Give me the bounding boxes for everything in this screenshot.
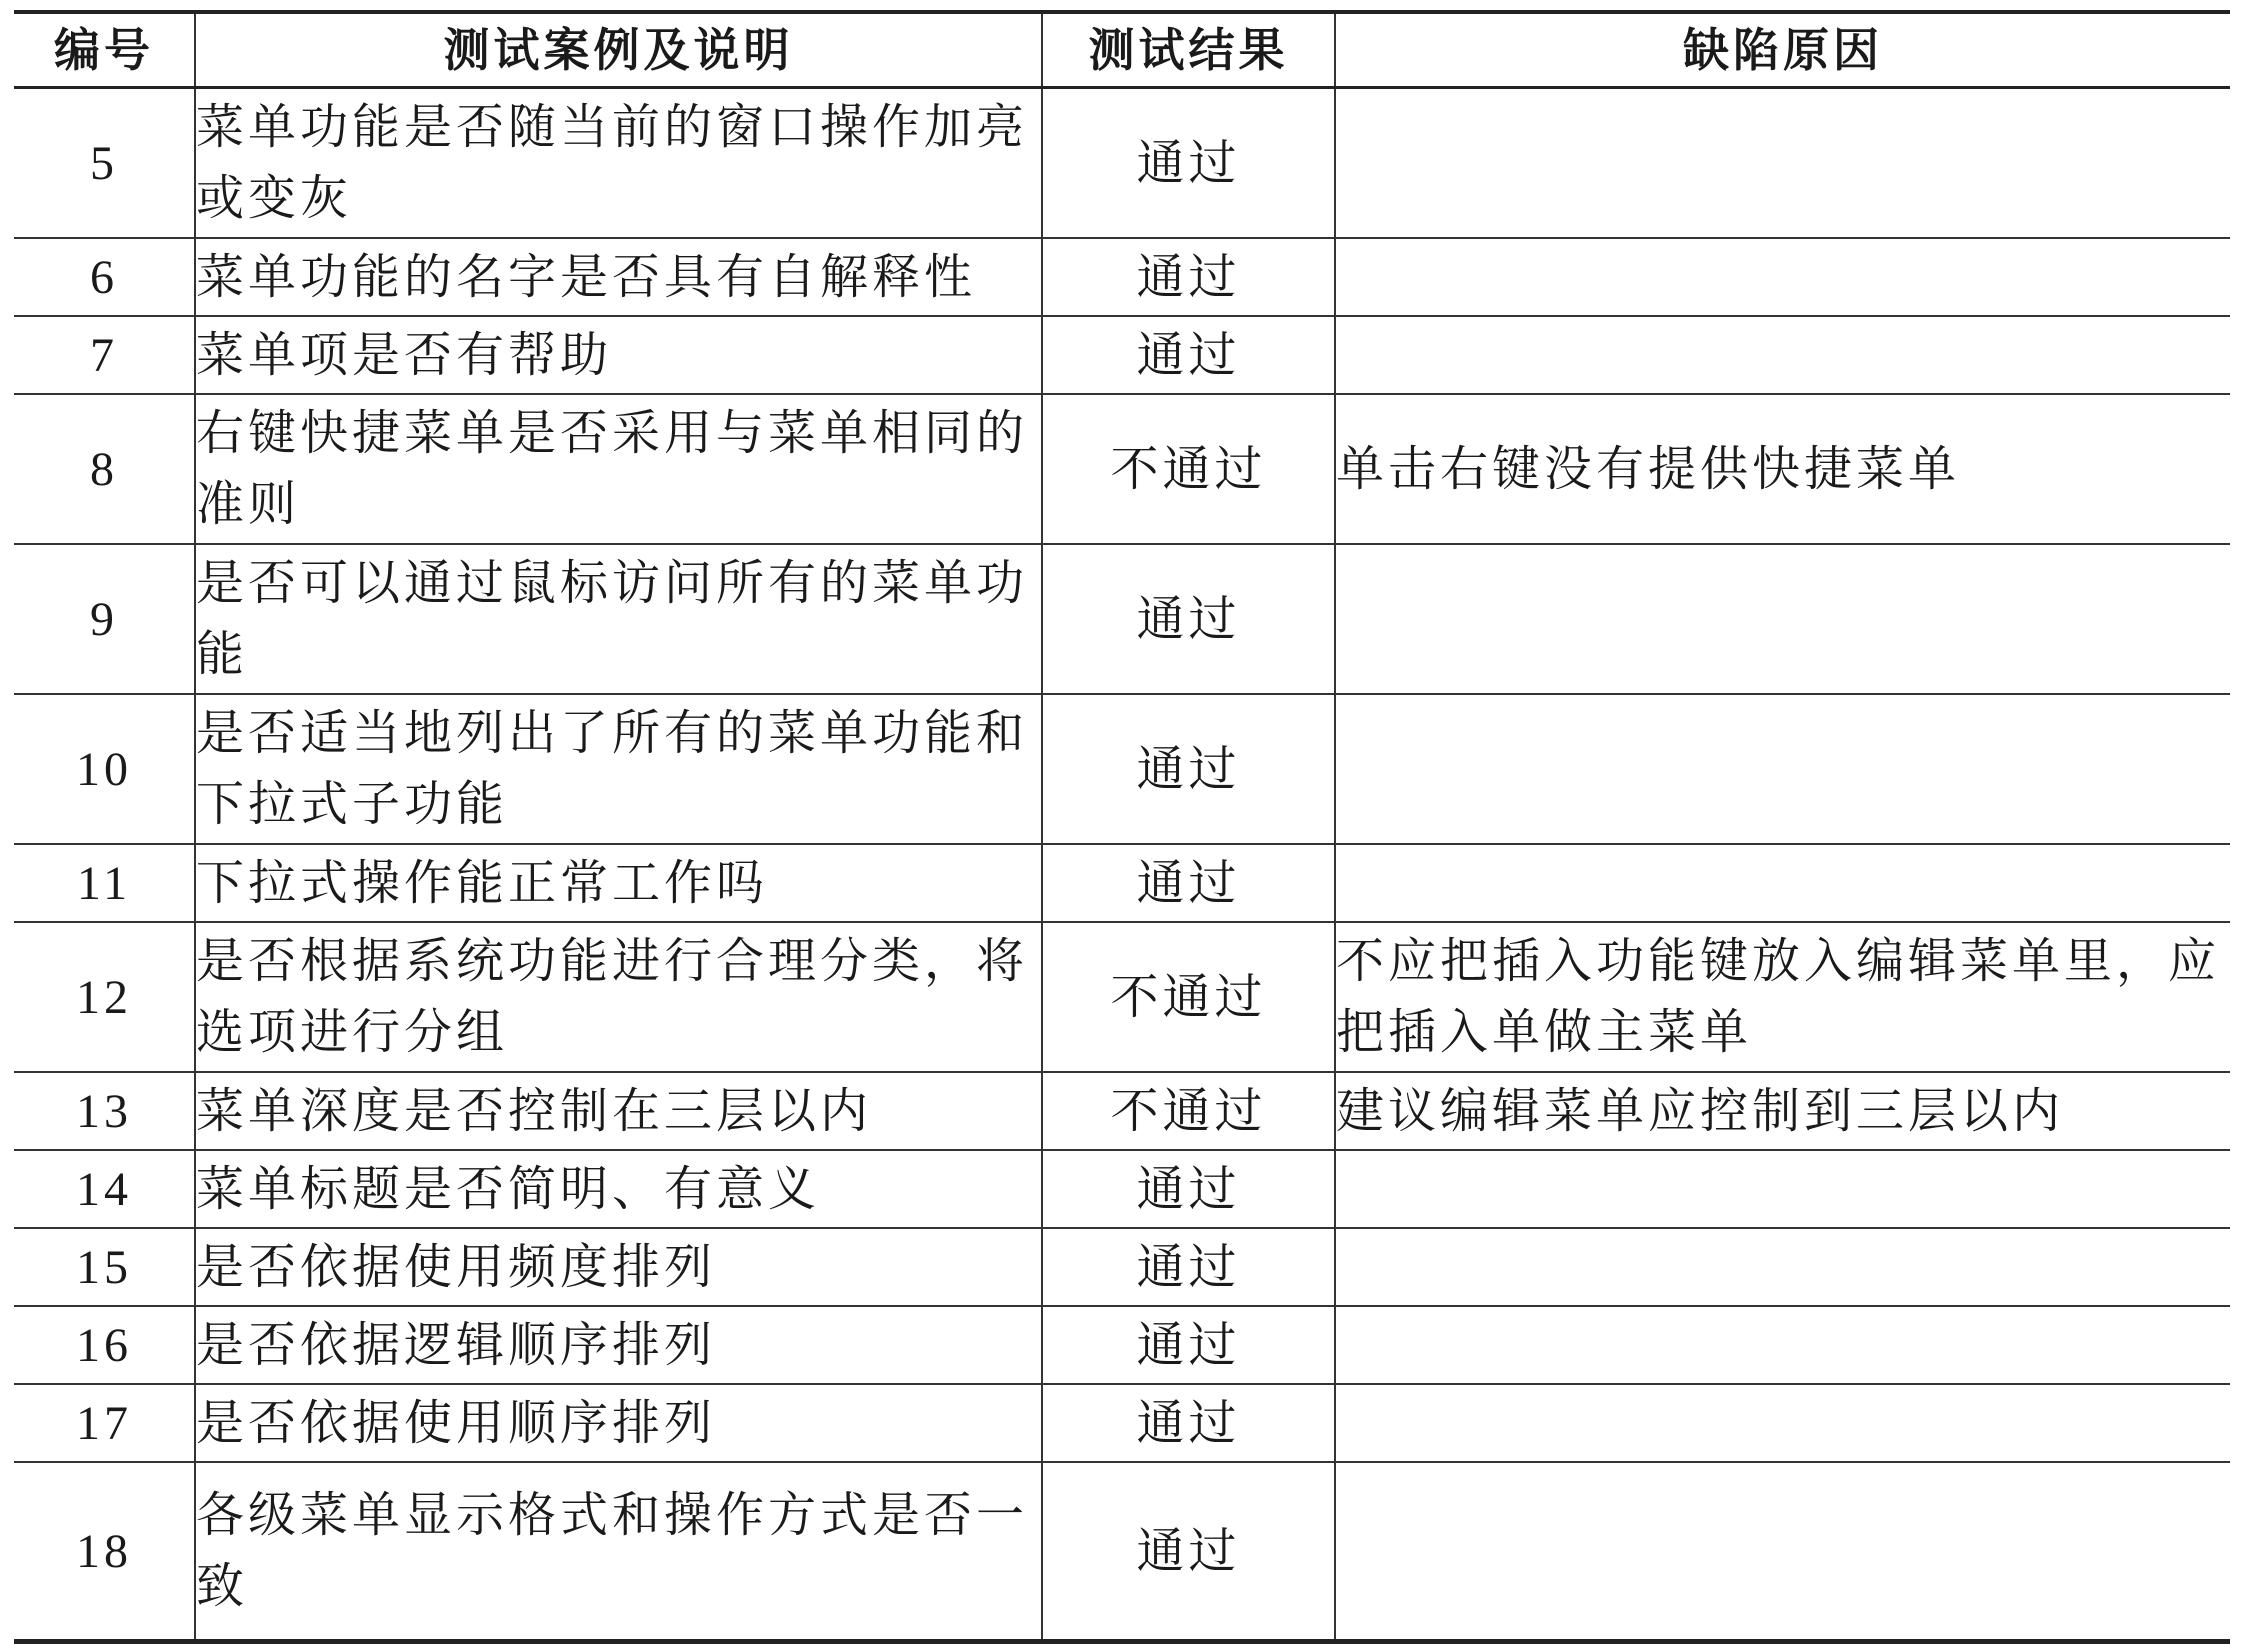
row-reason: [1335, 1462, 2230, 1642]
table-row: [14, 88, 2230, 239]
row-description: 是否根据系统功能进行合理分类，将选项进行分组: [195, 922, 1042, 1072]
row-reason: 单击右键没有提供快捷菜单: [1335, 394, 2230, 544]
row-reason: [1335, 694, 2230, 844]
row-id: 17: [14, 1384, 195, 1462]
row-reason: [1335, 1306, 2230, 1384]
row-result: 通过: [1042, 844, 1335, 922]
header-reason: 缺陷原因: [1335, 12, 2230, 88]
row-result: 通过: [1042, 1306, 1335, 1384]
row-result: 通过: [1042, 1150, 1335, 1228]
table-row: [14, 394, 2230, 544]
row-description: 菜单深度是否控制在三层以内: [195, 1072, 1042, 1150]
row-description: 菜单项是否有帮助: [195, 316, 1042, 394]
row-reason: 建议编辑菜单应控制到三层以内: [1335, 1072, 2230, 1150]
row-result: 通过: [1042, 544, 1335, 694]
row-result: 不通过: [1042, 1072, 1335, 1150]
row-id: 6: [14, 238, 195, 316]
row-result: 通过: [1042, 1228, 1335, 1306]
row-id: 11: [14, 844, 195, 922]
row-description: 是否依据使用顺序排列: [195, 1384, 1042, 1462]
row-reason: [1335, 1384, 2230, 1462]
test-case-table: [14, 10, 2230, 1644]
row-reason: [1335, 844, 2230, 922]
row-id: 15: [14, 1228, 195, 1306]
table-row: [14, 1228, 2230, 1306]
row-description: 菜单标题是否简明、有意义: [195, 1150, 1042, 1228]
row-description: 是否依据使用频度排列: [195, 1228, 1042, 1306]
table-row: [14, 694, 2230, 844]
row-description: 是否适当地列出了所有的菜单功能和下拉式子功能: [195, 694, 1042, 844]
row-description: 菜单功能是否随当前的窗口操作加亮或变灰: [195, 88, 1042, 239]
row-reason: [1335, 238, 2230, 316]
table-row: [14, 544, 2230, 694]
row-description: 菜单功能的名字是否具有自解释性: [195, 238, 1042, 316]
header-result: 测试结果: [1042, 12, 1335, 88]
row-id: 5: [14, 88, 195, 239]
row-id: 12: [14, 922, 195, 1072]
row-id: 9: [14, 544, 195, 694]
row-reason: [1335, 88, 2230, 239]
row-id: 16: [14, 1306, 195, 1384]
row-reason: [1335, 544, 2230, 694]
header-id: 编号: [14, 12, 195, 88]
table-row: [14, 1384, 2230, 1462]
row-id: 14: [14, 1150, 195, 1228]
row-result: 不通过: [1042, 394, 1335, 544]
row-description: 是否可以通过鼠标访问所有的菜单功能: [195, 544, 1042, 694]
row-id: 13: [14, 1072, 195, 1150]
row-result: 通过: [1042, 1462, 1335, 1642]
row-result: 通过: [1042, 316, 1335, 394]
table-row: [14, 844, 2230, 922]
table-row: [14, 1072, 2230, 1150]
table-row: [14, 316, 2230, 394]
table-row: [14, 1150, 2230, 1228]
table-row: [14, 1306, 2230, 1384]
row-id: 18: [14, 1462, 195, 1642]
row-result: 通过: [1042, 694, 1335, 844]
row-result: 通过: [1042, 238, 1335, 316]
row-reason: [1335, 1150, 2230, 1228]
header-description: 测试案例及说明: [195, 12, 1042, 88]
row-id: 10: [14, 694, 195, 844]
row-result: 通过: [1042, 88, 1335, 239]
table-row: [14, 922, 2230, 1072]
table-row: [14, 238, 2230, 316]
row-reason: [1335, 1228, 2230, 1306]
table-header-row: [14, 12, 2230, 88]
row-result: 不通过: [1042, 922, 1335, 1072]
row-id: 7: [14, 316, 195, 394]
row-reason: 不应把插入功能键放入编辑菜单里，应把插入单做主菜单: [1335, 922, 2230, 1072]
row-id: 8: [14, 394, 195, 544]
row-description: 各级菜单显示格式和操作方式是否一致: [195, 1462, 1042, 1642]
row-description: 右键快捷菜单是否采用与菜单相同的准则: [195, 394, 1042, 544]
row-result: 通过: [1042, 1384, 1335, 1462]
row-description: 下拉式操作能正常工作吗: [195, 844, 1042, 922]
row-description: 是否依据逻辑顺序排列: [195, 1306, 1042, 1384]
row-reason: [1335, 316, 2230, 394]
test-case-table-container: [14, 10, 2230, 1644]
table-row: [14, 1462, 2230, 1642]
